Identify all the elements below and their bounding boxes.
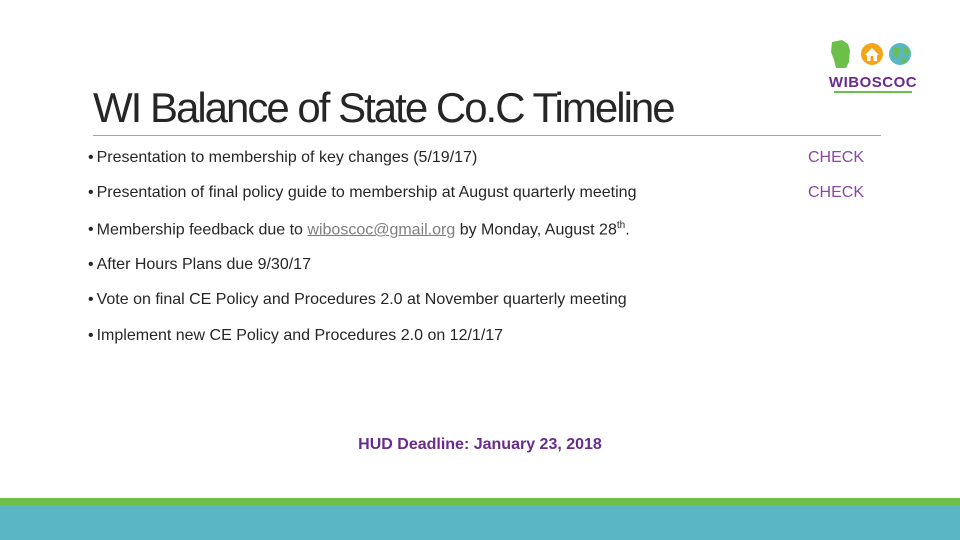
- bullet-item: [88, 256, 311, 274]
- status-check: CHECK: [808, 149, 865, 166]
- bullet-text: Membership feedback due to: [96, 221, 308, 239]
- bullet-text: Presentation of final policy guide to membership at August quarterly meeting: [96, 184, 637, 201]
- logo-underline: [834, 91, 912, 93]
- slide-title: WI Balance of State Co.C Timeline: [93, 84, 674, 131]
- status-check: CHECK: [808, 184, 865, 201]
- bullet-item: [88, 184, 636, 202]
- bullet-text: Implement new CE Policy and Procedures 2.0 on 12/1/17: [96, 327, 504, 344]
- bullet-text: Presentation to membership of key changes (5/19/17): [96, 149, 478, 166]
- footer-green-bar: [0, 498, 960, 505]
- bullet-text: Vote on final CE Policy and Procedures 2.0 at November quarterly meeting: [96, 291, 627, 308]
- hud-deadline: HUD Deadline: January 23, 2018: [358, 436, 602, 453]
- bullet-icon: •: [88, 149, 94, 166]
- email-link[interactable]: wiboscoc@gmail.org: [307, 221, 456, 239]
- superscript: th: [616, 220, 626, 231]
- wisconsin-icon: [831, 40, 850, 68]
- logo-icons: [826, 36, 920, 76]
- bullet-icon: •: [88, 184, 94, 201]
- globe-icon: [889, 43, 911, 65]
- bullet-icon: •: [88, 327, 94, 344]
- footer-teal-bar: [0, 505, 960, 540]
- bullet-item: [88, 327, 503, 345]
- bullet-item: [88, 291, 627, 309]
- bullet-icon: •: [88, 256, 94, 273]
- logo-text: WIBOSCOC: [828, 74, 918, 91]
- bullet-icon: •: [88, 221, 94, 239]
- bullet-text-continued: by Monday, August 28: [455, 221, 617, 239]
- bullet-text: After Hours Plans due 9/30/17: [96, 256, 311, 273]
- bullet-item: [88, 220, 630, 239]
- bullet-item: [88, 149, 477, 167]
- bullet-text-end: .: [625, 221, 630, 239]
- house-icon: [861, 43, 883, 65]
- wiboscoc-logo: [826, 36, 920, 92]
- title-divider: [93, 135, 881, 136]
- bullet-icon: •: [88, 291, 94, 308]
